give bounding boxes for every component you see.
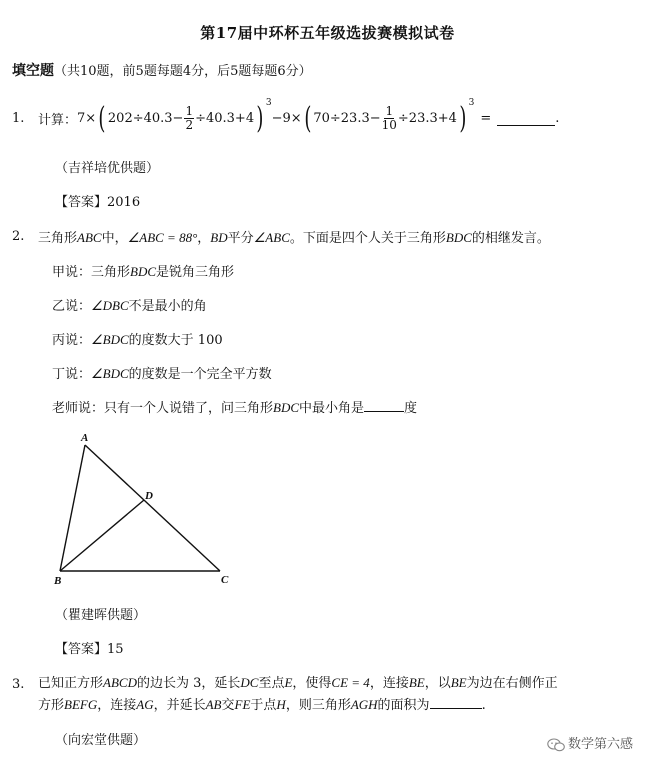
q1-end: . (555, 110, 560, 126)
q1-part-a: 7× (77, 110, 97, 126)
q1-inner2-b: ÷23.3+4 (397, 110, 457, 126)
q2-statement-ding: 丁说：∠BDC的度数是一个完全平方数 (52, 366, 272, 382)
paren-close-icon: ) (459, 100, 467, 136)
q2-answer-value: 15 (107, 642, 124, 657)
q2-answer: 【答案】15 (55, 642, 124, 657)
q1-inner2-a: 70÷23.3− (313, 110, 381, 126)
q1-exp2: 3 (468, 98, 475, 108)
q1-answer: 【答案】2016 (55, 195, 141, 210)
q1-source: （吉祥培优供题） (55, 161, 160, 176)
q2-number: 2. (12, 229, 25, 244)
q1-number: 1. (12, 111, 25, 126)
answer-blank (364, 399, 404, 412)
q1-mid: −9× (271, 110, 302, 126)
section-header (12, 60, 312, 80)
side-ab (60, 445, 85, 571)
q1-label: 计算： (38, 112, 78, 128)
q3-line1: 已知正方形ABCD的边长为 3，延长DC至点E，使得CE = 4，连接BE，以BE为边在右侧作正 (38, 675, 558, 691)
wechat-icon (547, 738, 565, 752)
paren-open-icon: ( (98, 100, 106, 136)
q1-formula (38, 96, 559, 140)
answer-blank (430, 696, 482, 709)
q1-frac2: $\frac{1}{10}$ (381, 103, 397, 132)
q2-stem: 三角形ABC中，∠ABC = 88°，BD平分∠ABC。下面是四个人关于三角形BDC的相继发言。 (38, 230, 550, 246)
q3-line2: 方形BEFG，连接AG，并延长AB交FE于点H，则三角形AGH的面积为 . (38, 697, 486, 713)
section-note: （共10题，前5题每题4分，后5题每题6分） (54, 64, 312, 79)
q2-statement-jia: 甲说：三角形BDC是锐角三角形 (52, 264, 235, 280)
q3-number: 3. (12, 677, 25, 692)
q1-answer-value: 2016 (107, 195, 141, 210)
vertex-c-label: C (221, 574, 229, 586)
watermark-text: 数学第六感 (567, 737, 633, 752)
answer-blank (497, 111, 555, 126)
q1-inner1-b: ÷40.3+4 (195, 110, 255, 126)
triangle-figure (50, 428, 250, 588)
q1-frac1: $\frac{1}{2}$ (185, 103, 194, 132)
q2-statement-yi: 乙说：∠DBC不是最小的角 (52, 298, 207, 314)
q3-source: （向宏堂供题） (55, 733, 147, 748)
vertex-b-label: B (54, 575, 62, 587)
paren-close-icon: ) (256, 100, 264, 136)
q2-statement-bing: 丙说：∠BDC的度数大于 100 (52, 332, 223, 348)
page-title: 第17届中环杯五年级选拔赛模拟试卷 (200, 24, 455, 42)
q2-source: （瞿建晖供题） (55, 608, 147, 623)
section-name: 填空题 (12, 63, 54, 79)
side-ac (85, 445, 220, 571)
vertex-a-label: A (81, 432, 89, 444)
point-d-label: D (145, 490, 153, 502)
watermark (547, 733, 633, 752)
q1-equals: = (480, 110, 492, 126)
q1-exp1: 3 (265, 98, 272, 108)
q2-teacher: 老师说：只有一个人说错了，问三角形BDC中最小角是 度 (52, 400, 418, 416)
paren-open-icon: ( (303, 100, 311, 136)
q1-inner1-a: 202÷40.3− (107, 110, 184, 126)
